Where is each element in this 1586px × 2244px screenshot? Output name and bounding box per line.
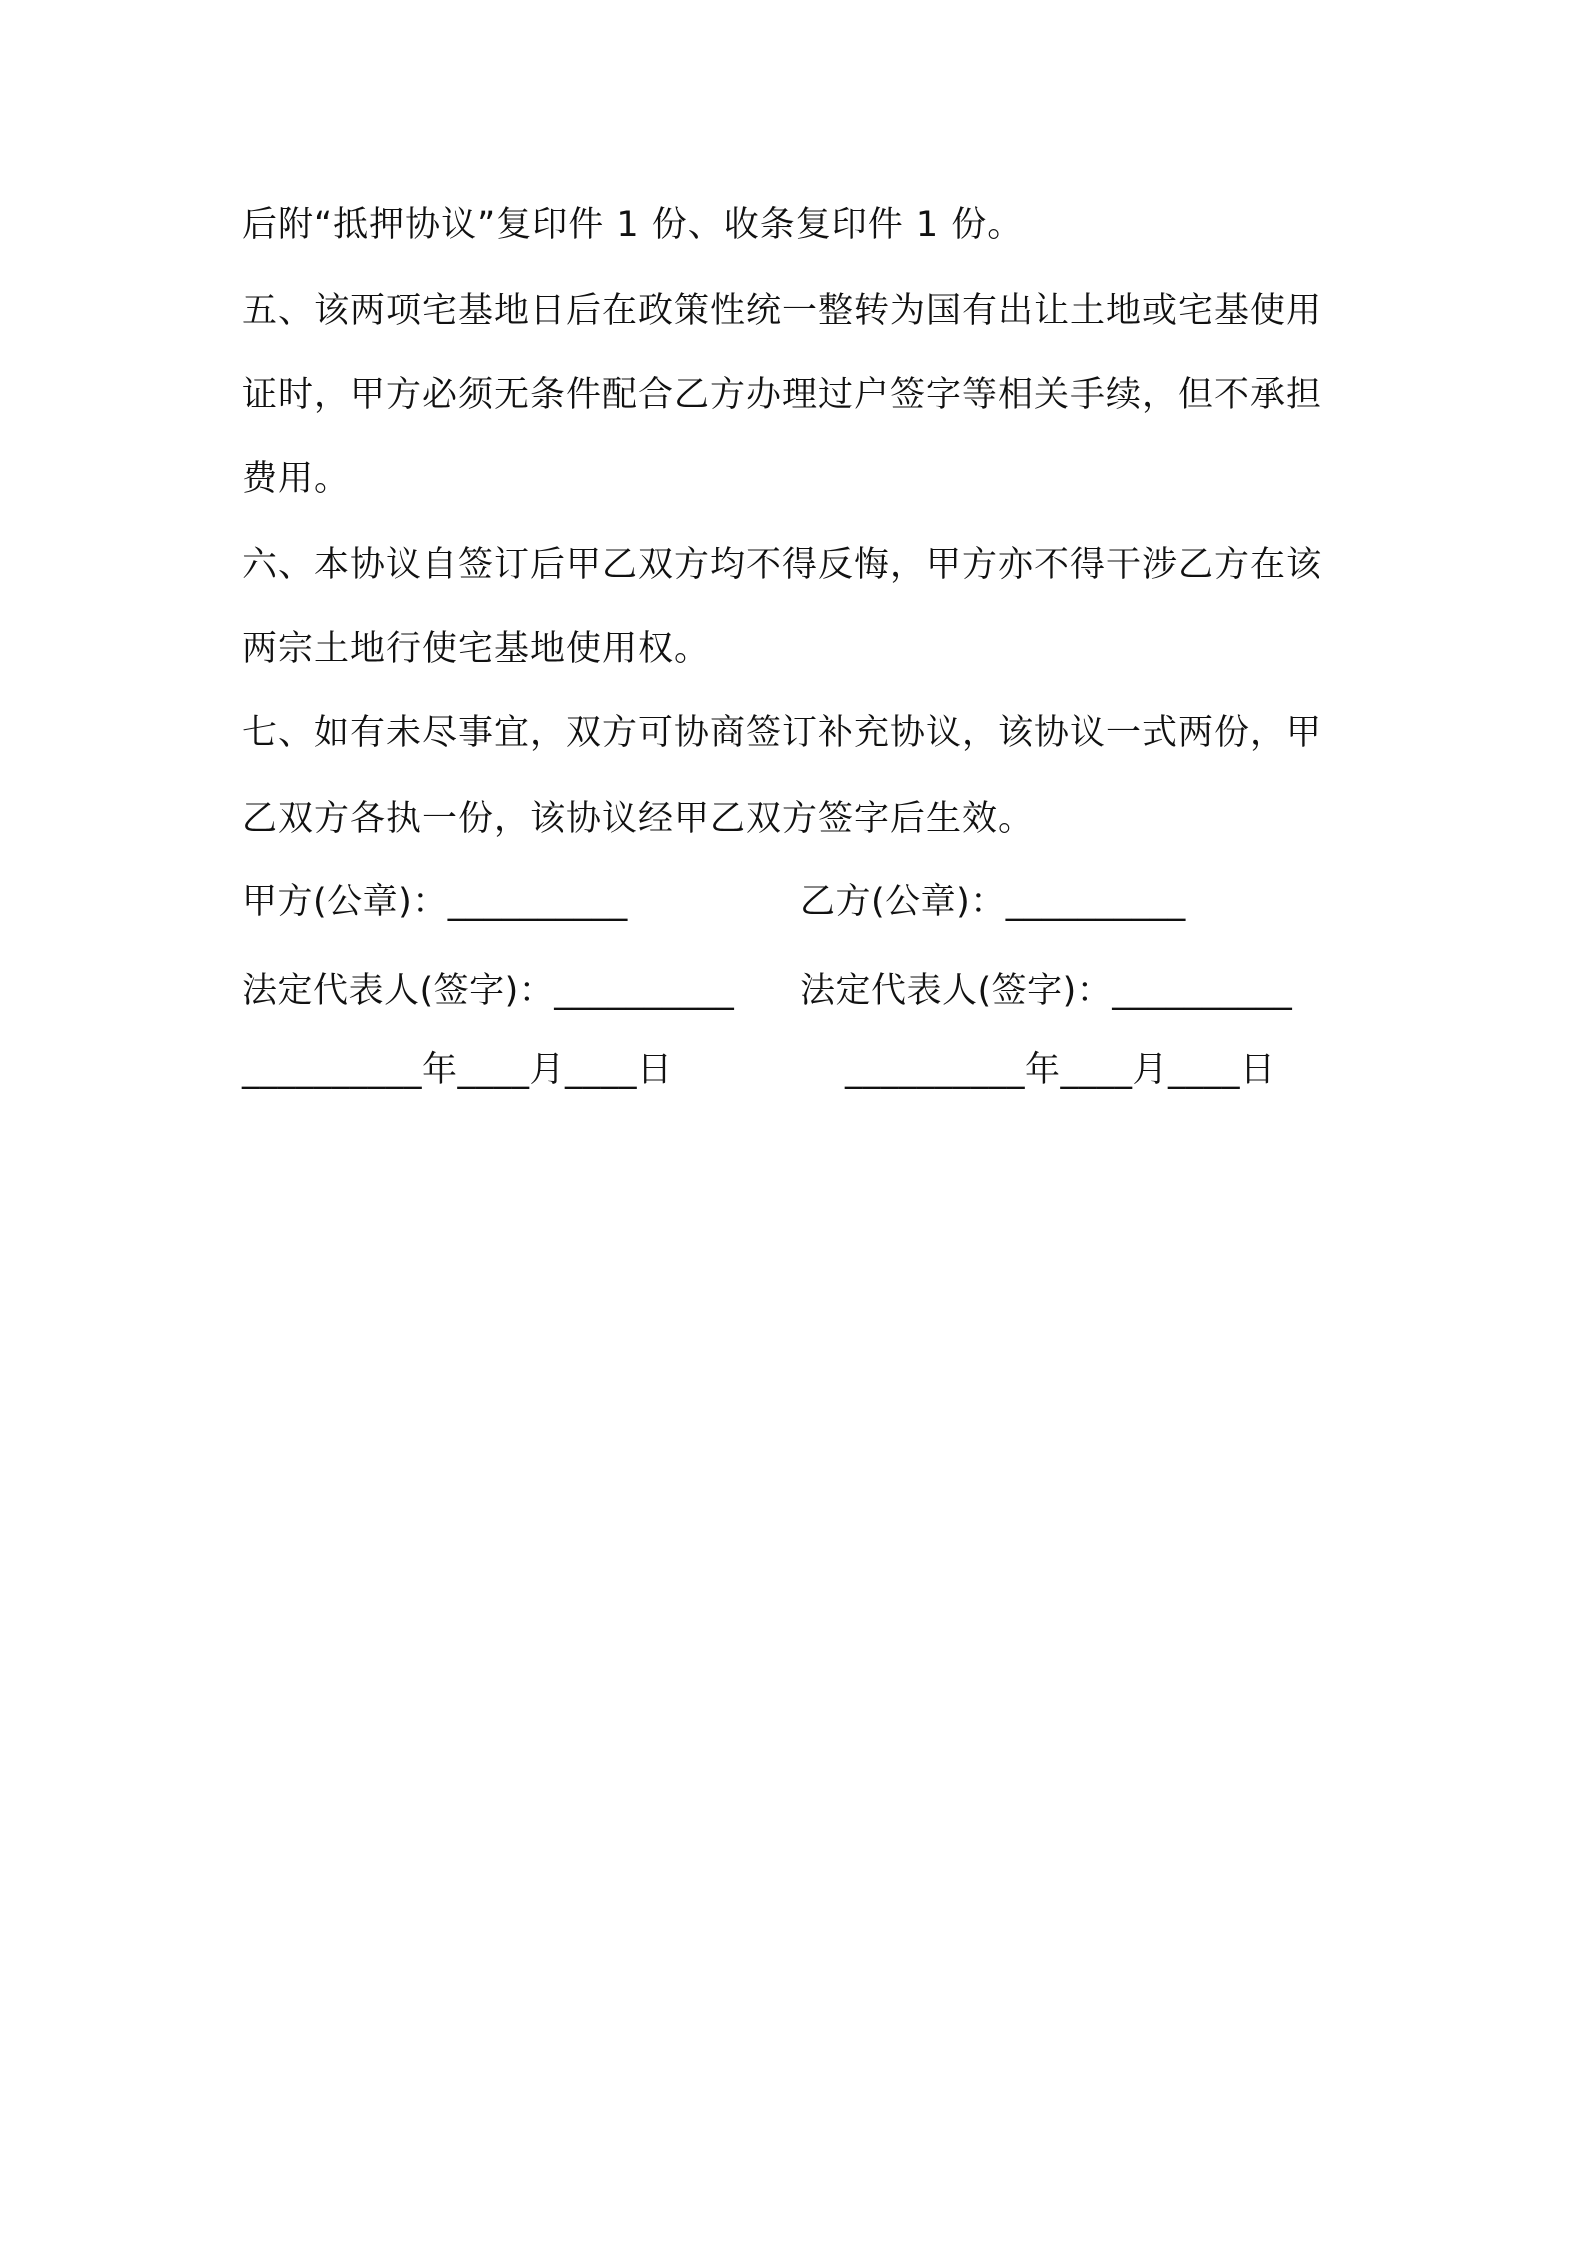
party-b-representative-field: 法定代表人(签字)：__________: [800, 971, 1293, 1011]
clause-seven-line-2: 乙双方各执一份，该协议经甲乙双方签字后生效。: [242, 799, 1035, 839]
paragraph-line-attachments: 后附“抵押协议”复印件 1 份、收条复印件 1 份。: [242, 205, 1024, 245]
clause-six-line-2: 两宗土地行使宅基地使用权。: [242, 629, 711, 669]
clause-seven-line-1: 七、如有未尽事宜，双方可协商签订补充协议，该协议一式两份，甲: [242, 713, 1323, 753]
party-a-representative-field: 法定代表人(签字)：__________: [242, 971, 735, 1011]
party-b-seal-field: 乙方(公章)：__________: [800, 882, 1186, 922]
party-b-date-field: __________年____月____日: [845, 1050, 1276, 1090]
party-a-date-field: __________年____月____日: [242, 1050, 673, 1090]
clause-six-line-1: 六、本协议自签订后甲乙双方均不得反悔，甲方亦不得干涉乙方在该: [242, 545, 1323, 585]
clause-five-line-3: 费用。: [242, 459, 351, 499]
clause-five-line-2: 证时，甲方必须无条件配合乙方办理过户签字等相关手续，但不承担: [242, 375, 1323, 415]
party-a-seal-field: 甲方(公章)：__________: [242, 882, 628, 922]
clause-five-line-1: 五、该两项宅基地日后在政策性统一整转为国有出让土地或宅基使用: [242, 291, 1323, 331]
